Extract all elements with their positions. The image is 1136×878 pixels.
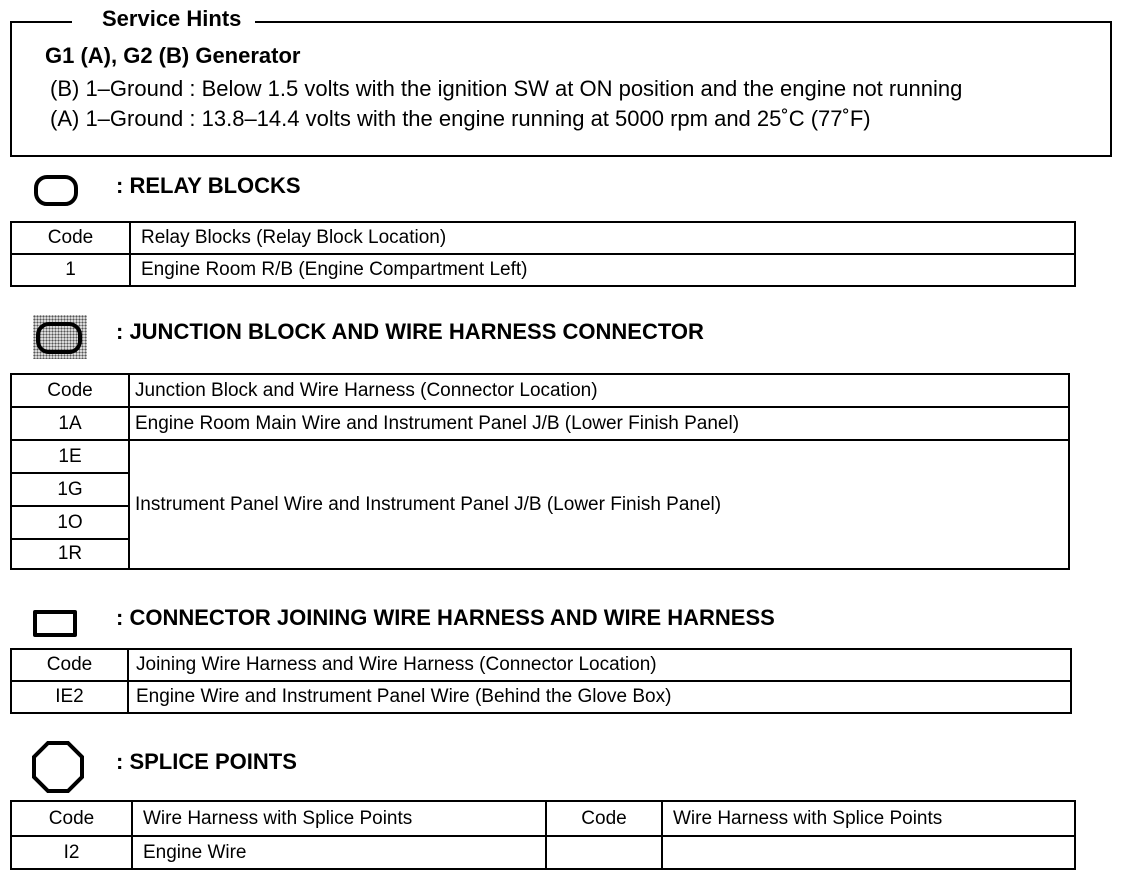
splice-points-table [10,800,1076,870]
cell-description: Engine Wire and Instrument Panel Wire (Behind the Glove Box) [128,681,1071,713]
table-row [11,836,1075,869]
service-hint-heading: G1 (A), G2 (B) Generator [45,43,301,68]
cell-description: Engine Room R/B (Engine Compartment Left) [130,254,1075,286]
splice-points-title: : SPLICE POINTS [116,749,297,774]
table-header-row [11,649,1071,681]
column-header-wire-harness: Wire Harness with Splice Points [662,801,1075,836]
cell-code: IE2 [11,681,128,713]
connector-title: : CONNECTOR JOINING WIRE HARNESS AND WIRE HARNESS [116,605,775,630]
table-header-row [11,374,1069,407]
cell-description: Engine Room Main Wire and Instrument Panel J/B (Lower Finish Panel) [129,407,1069,440]
column-header-location: Junction Block and Wire Harness (Connector Location) [129,374,1069,407]
cell-code: 1G [11,473,129,506]
shaded-rounded-rectangle-icon [36,322,82,354]
service-hints-title: Service Hints [72,4,255,34]
cell-code: 1E [11,440,129,473]
column-header-code: Code [11,374,129,407]
connector-table [10,648,1072,714]
cell-code: 1O [11,506,129,539]
cell-description: Instrument Panel Wire and Instrument Panel J/B (Lower Finish Panel) [129,440,1069,569]
rectangle-icon [33,610,77,637]
junction-block-table [10,373,1070,570]
column-header-code: Code [11,222,130,254]
column-header-location: Relay Blocks (Relay Block Location) [130,222,1075,254]
column-header-code: Code [546,801,662,836]
table-row [11,254,1075,286]
table-header-row [11,801,1075,836]
cell-code: 1 [11,254,130,286]
cell-description: Engine Wire [132,836,546,869]
relay-blocks-title: : RELAY BLOCKS [116,173,301,198]
service-hint-line: (B) 1–Ground : Below 1.5 volts with the ignition SW at ON position and the engine not running [50,76,963,101]
cell-description [662,836,1075,869]
column-header-code: Code [11,801,132,836]
column-header-code: Code [11,649,128,681]
junction-block-title: : JUNCTION BLOCK AND WIRE HARNESS CONNECTOR [116,319,704,344]
cell-code [546,836,662,869]
table-row [11,407,1069,440]
table-row [11,681,1071,713]
octagon-icon [31,740,85,794]
table-header-row [11,222,1075,254]
table-row [11,440,1069,473]
cell-code: 1A [11,407,129,440]
rounded-rectangle-icon [34,175,78,206]
relay-blocks-table [10,221,1076,287]
cell-code: 1R [11,539,129,569]
cell-code: I2 [11,836,132,869]
service-hint-line: (A) 1–Ground : 13.8–14.4 volts with the engine running at 5000 rpm and 25˚C (77˚F) [50,106,871,131]
column-header-wire-harness: Wire Harness with Splice Points [132,801,546,836]
column-header-location: Joining Wire Harness and Wire Harness (Connector Location) [128,649,1071,681]
